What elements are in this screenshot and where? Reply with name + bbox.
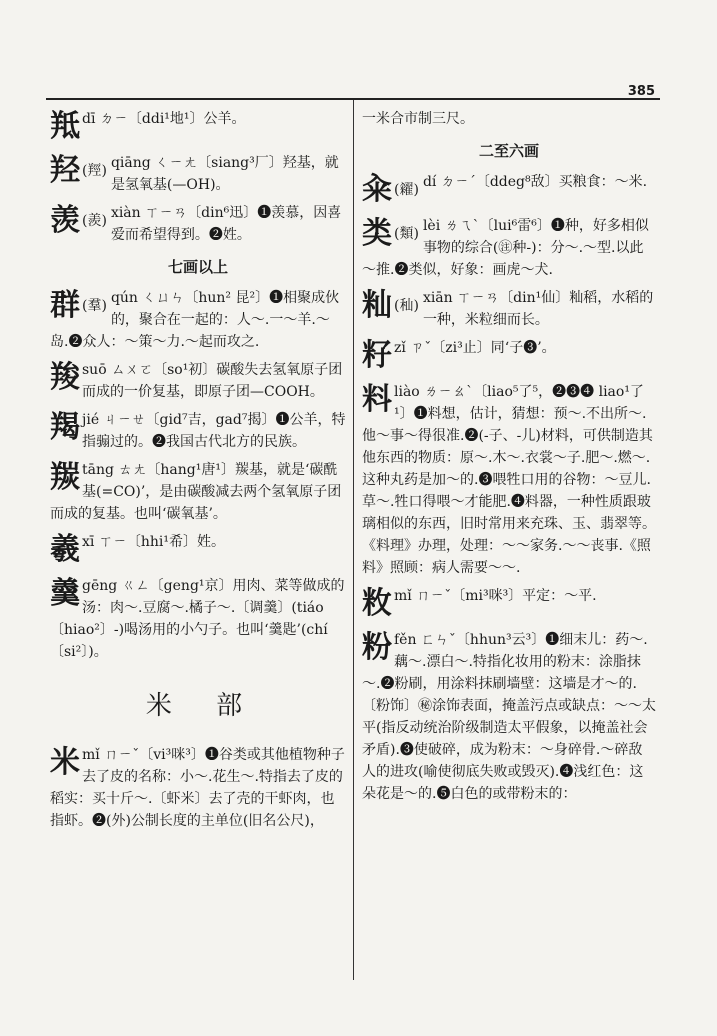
traditional-form: (糴) xyxy=(394,182,419,198)
headword: 羟 xyxy=(50,153,80,188)
dictionary-entry xyxy=(362,585,656,623)
section-title-seven-plus: 七画以上 xyxy=(167,258,228,276)
dictionary-entry xyxy=(50,531,346,569)
headword: 羲 xyxy=(50,532,80,567)
headword: 羰 xyxy=(50,460,80,495)
entry-definition: zǐ ㄗˇ〔zi³止〕同‘子❸’。 xyxy=(394,340,556,356)
headword: 籼 xyxy=(362,288,392,323)
entry-definition: mǐ ㄇㄧˇ〔mi³咪³〕平定：～平. xyxy=(394,588,597,604)
dictionary-entry xyxy=(50,575,346,663)
headword: 羯 xyxy=(50,410,80,445)
traditional-form: (秈) xyxy=(394,298,419,314)
dictionary-entry xyxy=(50,409,346,453)
headword: 类 xyxy=(362,216,392,251)
dictionary-entry xyxy=(362,337,656,375)
dictionary-entry xyxy=(50,459,346,525)
dictionary-entry xyxy=(362,381,656,579)
dictionary-entry xyxy=(362,171,656,209)
entry-definition: mǐ ㄇㄧˇ〔vi³咪³〕❶谷类或其他植物种子去了皮的名称：小～.花生～.特指去了皮的稻实：买十斤～.〔虾米〕去了壳的干虾肉，也指虾。❷(外)公制长度的主单位(旧名公尺)， xyxy=(50,747,345,829)
dictionary-entry xyxy=(362,629,656,805)
entry-definition: xiàn ㄒㄧㄢ〔din⁶迅〕❶羡慕，因喜爱而希望得到。❷姓。 xyxy=(110,205,342,243)
dictionary-entry xyxy=(362,215,656,281)
headword: 籴 xyxy=(362,172,392,207)
radical-title: 米 部 xyxy=(145,691,261,721)
headword: 羧 xyxy=(50,360,80,395)
entry-definition: gēng ㄍㄥ〔geng¹京〕用肉、菜等做成的汤：肉～.豆腐～.橘子～.〔调羹〕(tiáo〔hiao²〕-)喝汤用的小勺子。也叫‘羹匙’(chí〔si²〕)。 xyxy=(50,578,345,660)
traditional-form: (類) xyxy=(394,226,419,242)
headword: 米 xyxy=(50,745,80,780)
entry-definition: fěn ㄈㄣˇ〔hhun³云³〕❶细末儿：药～.藕～.漂白～.特指化妆用的粉末：涂脂抹～.❷粉刷，用涂料抹刷墙壁：这墙是才～的.〔粉饰〕㊙涂饰表面，掩盖污点或缺点：～～太平(指反动统治阶级制造太平假象，以掩盖社会矛盾).❸使破碎，成为粉末：～身碎骨.～碎敌人的进攻(喻使彻底失败或毁灭).❹浅红色：这朵花是～的.❺白色的或带粉末的： xyxy=(362,632,656,802)
entry-definition: lèi ㄌㄟˋ〔lui⁶雷⁶〕❶种，好多相似事物的综合(㊟种-)：分～.～型.以此～推.❷类似，好象：画虎～犬. xyxy=(362,218,649,278)
dictionary-entry xyxy=(50,287,346,353)
dictionary-entry xyxy=(50,202,346,246)
entry-definition: xī ㄒㄧ〔hhi¹希〕姓。 xyxy=(82,534,225,550)
entry-definition: dī ㄉㄧ〔ddi¹地¹〕公羊。 xyxy=(82,111,246,127)
headword: 粉 xyxy=(362,630,392,665)
left-column xyxy=(50,108,346,838)
headword: 羝 xyxy=(50,109,80,144)
entry-definition: dí ㄉㄧˊ〔ddeg⁸敌〕买粮食：～米. xyxy=(422,174,648,190)
entry-definition: jié ㄐㄧㄝ〔gid⁷吉，gad⁷揭〕❶公羊，特指骟过的。❷我国古代北方的民族。 xyxy=(82,412,346,450)
headword: 群 xyxy=(50,288,80,323)
traditional-form: (羥) xyxy=(82,163,107,179)
entry-definition: xiān ㄒㄧㄢ〔din¹仙〕籼稻，水稻的一种，米粒细而长。 xyxy=(422,290,654,328)
traditional-form: (羨) xyxy=(82,213,107,229)
entry-definition: tāng ㄊㄤ〔hang¹唐¹〕羰基，就是‘碳酰基(=CO)’，是由碳酸减去两个氢氧原子团而成的复基。也叫‘碳氧基’。 xyxy=(50,462,342,522)
entry-definition: liào ㄌㄧㄠˋ〔liao⁵了⁵，❷❸❹ liao¹了¹〕❶料想，估计，猜想：预～.不出所～.他～事～得很准.❷(-子、-儿)材料，可供制造其他东西的物质：原～.木～.衣裳～子.肥～.燃～.这种丸药是加～的.❸喂牲口用的谷物：～豆儿.草～.牲口得喂～才能肥.❹料器，一种性质跟玻璃相似的东西，旧时常用来充珠、玉、翡翠等。《料理》办理，处理：～～家务.～～丧事.《照料》照顾：病人需要～～. xyxy=(362,384,656,576)
entry-definition: qún ㄑㄩㄣ〔hun² 昆²〕❶相聚成伙的，聚合在一起的：人～.一～羊.～岛.❷众人：～策～力.～起而攻之. xyxy=(50,290,340,350)
entry-continuation xyxy=(362,108,656,130)
dictionary-entry xyxy=(50,152,346,196)
page-number: 385 xyxy=(627,84,655,99)
headword: 敉 xyxy=(362,586,392,621)
dictionary-entry xyxy=(50,359,346,403)
headword: 籽 xyxy=(362,338,392,373)
headword: 羡 xyxy=(50,203,80,238)
entry-definition: suō ㄙㄨㄛ〔so¹初〕碳酸失去氢氧原子团而成的一价复基，即原子团—COOH。 xyxy=(82,362,343,400)
dictionary-entry xyxy=(362,287,656,331)
continuation-text: 一米合市制三尺。 xyxy=(362,111,474,127)
right-column xyxy=(362,108,656,811)
headword: 羹 xyxy=(50,576,80,611)
headword: 料 xyxy=(362,382,392,417)
entry-definition: qiāng ㄑㄧㄤ〔siang³厂〕羟基，就是氢氧基(—OH)。 xyxy=(110,155,339,193)
dictionary-entry xyxy=(50,744,346,832)
dictionary-entry xyxy=(50,108,346,146)
traditional-form: (羣) xyxy=(82,298,107,314)
column-divider xyxy=(353,100,354,980)
section-title-two-six: 二至六画 xyxy=(478,142,539,160)
